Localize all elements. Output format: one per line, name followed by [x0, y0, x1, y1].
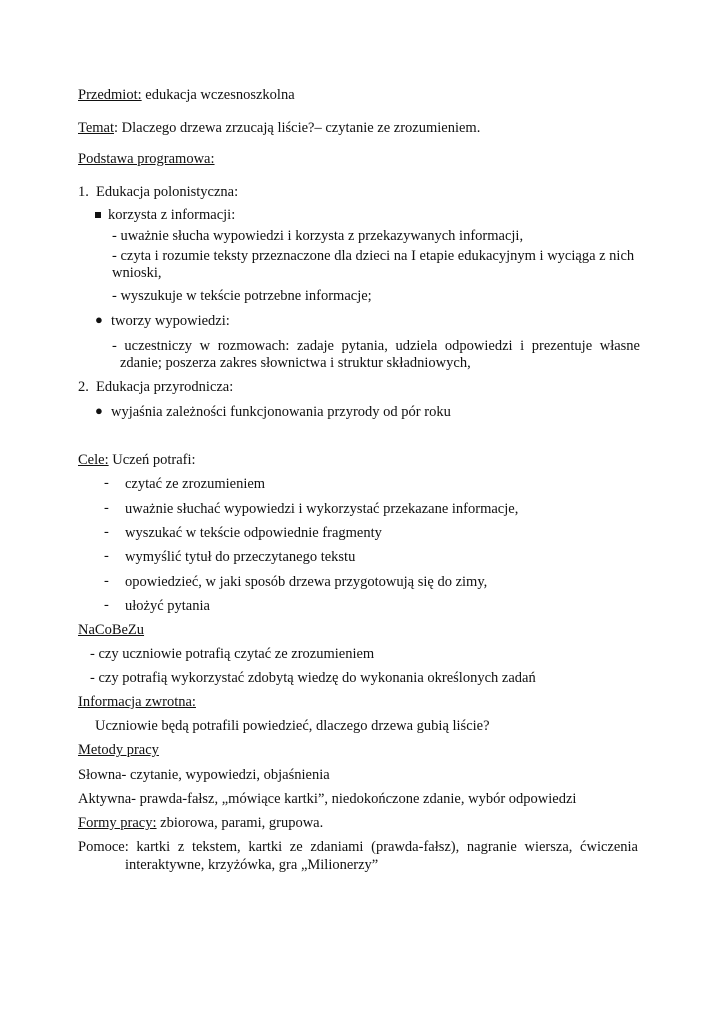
- section1-item2-line1: - uczestniczy w rozmowach: zadaje pytania, udziela odpowiedzi i prezentuje własne: [112, 338, 640, 354]
- goal-dash: -: [104, 475, 109, 491]
- section1-bullet1-text: korzysta z informacji:: [108, 207, 236, 223]
- goal-item: uważnie słuchać wypowiedzi i wykorzystać przekazane informacje,: [125, 501, 519, 517]
- feedback-heading: Informacja zwrotna:: [78, 694, 196, 710]
- goal-item: opowiedzieć, w jaki sposób drzewa przygotowują się do zimy,: [125, 574, 488, 590]
- subject-value: edukacja wczesnoszkolna: [141, 87, 295, 103]
- round-bullet-icon: ●: [95, 312, 103, 327]
- section1-bullet1: [95, 206, 235, 224]
- topic-label: Temat: [78, 120, 115, 136]
- goal-dash: -: [104, 524, 109, 540]
- section2-title: Edukacja przyrodnicza:: [96, 379, 234, 395]
- section1-item: - wyszukuje w tekście potrzebne informacje;: [112, 288, 372, 304]
- forms-value: zbiorowa, parami, grupowa.: [156, 815, 324, 831]
- goal-item: wymyślić tytuł do przeczytanego tekstu: [125, 549, 356, 565]
- section1-item2-line2: zdanie; poszerza zakres słownictwa i struktur składniowych,: [120, 355, 471, 371]
- goal-item: wyszukać w tekście odpowiednie fragmenty: [125, 525, 382, 541]
- methods-verbal: Słowna- czytanie, wypowiedzi, objaśnienia: [78, 767, 330, 783]
- methods-heading: Metody pracy: [78, 742, 159, 758]
- forms-line: [78, 814, 323, 832]
- topic-line: [78, 119, 480, 137]
- nacobezu-item: - czy potrafią wykorzystać zdobytą wiedzę do wykonania określonych zadań: [90, 670, 536, 686]
- goal-dash: -: [104, 500, 109, 516]
- section2-number: 2.: [78, 379, 89, 395]
- goals-intro: Uczeń potrafi:: [108, 452, 196, 468]
- goal-dash: -: [104, 597, 109, 613]
- aids-line2: interaktywne, krzyżówka, gra „Milionerzy”: [125, 857, 379, 873]
- section1-item: - uważnie słucha wypowiedzi i korzysta z przekazywanych informacji,: [112, 228, 524, 244]
- section2-bullet: wyjaśnia zależności funkcjonowania przyrody od pór roku: [111, 404, 451, 420]
- section1-number: 1.: [78, 184, 89, 200]
- methods-active: Aktywna- prawda-fałsz, „mówiące kartki”, niedokończone zdanie, wybór odpowiedzi: [78, 791, 577, 807]
- round-bullet-icon: ●: [95, 403, 103, 418]
- feedback-text: Uczniowie będą potrafili powiedzieć, dlaczego drzewa gubią liście?: [95, 718, 490, 734]
- section1-title: Edukacja polonistyczna:: [96, 184, 239, 200]
- aids-line1: Pomoce: kartki z tekstem, kartki ze zdaniami (prawda-fałsz), nagranie wiersza, ćwiczenia: [78, 839, 638, 855]
- subject-line: [78, 86, 295, 104]
- goals-label: Cele:: [78, 452, 109, 468]
- goal-dash: -: [104, 573, 109, 589]
- section1-item: wnioski,: [112, 265, 162, 281]
- topic-value: : Dlaczego drzewa zrzucają liście?– czytanie ze zrozumieniem.: [114, 120, 481, 136]
- nacobezu-item: - czy uczniowie potrafią czytać ze zrozumieniem: [90, 646, 375, 662]
- goal-item: czytać ze zrozumieniem: [125, 476, 266, 492]
- square-bullet-icon: [95, 212, 101, 218]
- section1-item: - czyta i rozumie teksty przeznaczone dla dzieci na I etapie edukacyjnym i wyciąga z nich: [112, 248, 635, 264]
- forms-label: Formy pracy:: [78, 815, 157, 831]
- subject-label: Przedmiot:: [78, 87, 142, 103]
- section1-bullet2: tworzy wypowiedzi:: [111, 313, 230, 329]
- goal-item: ułożyć pytania: [125, 598, 210, 614]
- nacobezu-heading: NaCoBeZu: [78, 622, 145, 638]
- curriculum-heading: Podstawa programowa:: [78, 151, 215, 167]
- goal-dash: -: [104, 548, 109, 564]
- goals-line: [78, 451, 196, 469]
